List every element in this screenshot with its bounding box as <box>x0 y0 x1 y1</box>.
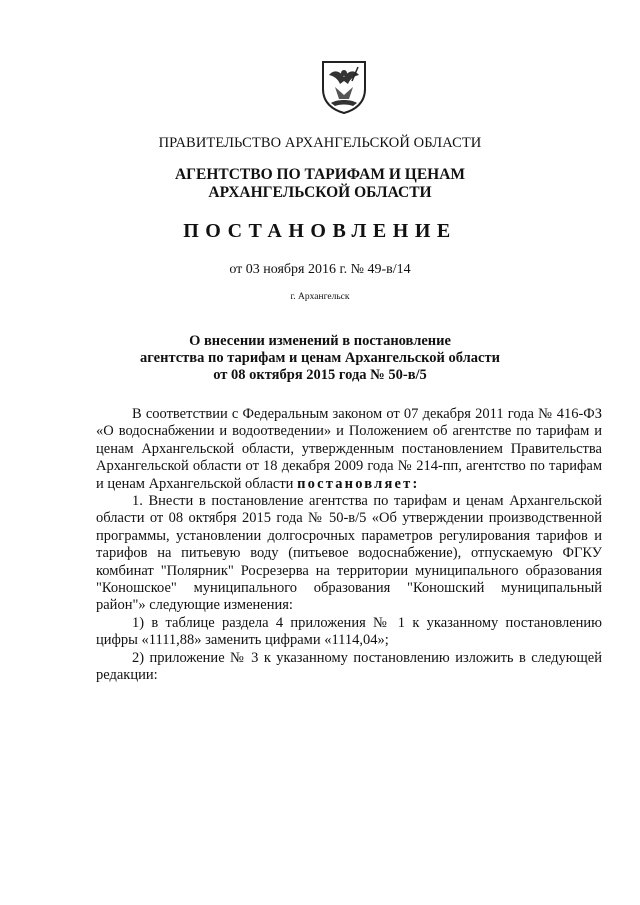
document-type-title: ПОСТАНОВЛЕНИЕ <box>183 220 457 242</box>
coat-of-arms-emblem <box>319 59 369 115</box>
decrees-keyword: постановляет: <box>297 475 420 492</box>
agency-name <box>0 166 640 202</box>
subject-line-2: агентства по тарифам и ценам Архангельской области <box>140 350 500 366</box>
body-intro-paragraph <box>96 406 602 493</box>
decree-body <box>96 406 602 685</box>
intro-text: В соответствии с Федеральным законом от 07 декабря 2011 года № 416-ФЗ «О водоснабжении и водоотведении» и Положением об агентстве по тарифам и ценам Архангельской области, утвержденным постановлением Правительства Архангельской области от 18 декабря 2009 года № 214-пп, агентство по тарифам и ценам Архангельской области <box>96 406 602 492</box>
decree-date-number: от 03 ноября 2016 г. № 49-в/14 <box>229 262 411 277</box>
body-item-1-subitem-2: 2) приложение № 3 к указанному постановлению изложить в следующей редакции: <box>96 649 602 684</box>
government-name: ПРАВИТЕЛЬСТВО АРХАНГЕЛЬСКОЙ ОБЛАСТИ <box>158 135 482 151</box>
body-item-1: 1. Внести в постановление агентства по тарифам и ценам Архангельской области от 08 октября 2015 года № 50-в/5 «Об утверждении производственной программы, установлении долгосрочных параметров регулирования тарифов и тарифов на питьевую воду (питьевое водоснабжение), отпускаемую ФГКУ комбинат "Полярник" Росрезерва на территории муниципального образования "Коношское" муниципального образования "Коношский муниципальный район"» следующие изменения: <box>96 493 602 614</box>
body-item-1-subitem-1: 1) в таблице раздела 4 приложения № 1 к указанному постановлению цифры «1111,88» заменить цифрами «1114,04»; <box>96 614 602 649</box>
decree-city: г. Архангельск <box>290 292 350 302</box>
subject-line-3: от 08 октября 2015 года № 50-в/5 <box>213 367 427 383</box>
subject-line-1: О внесении изменений в постановление <box>189 333 451 349</box>
agency-name-line-1: АГЕНТСТВО ПО ТАРИФАМ И ЦЕНАМ <box>174 166 466 183</box>
decree-subject <box>0 333 640 384</box>
agency-name-line-2: АРХАНГЕЛЬСКОЙ ОБЛАСТИ <box>208 184 432 201</box>
